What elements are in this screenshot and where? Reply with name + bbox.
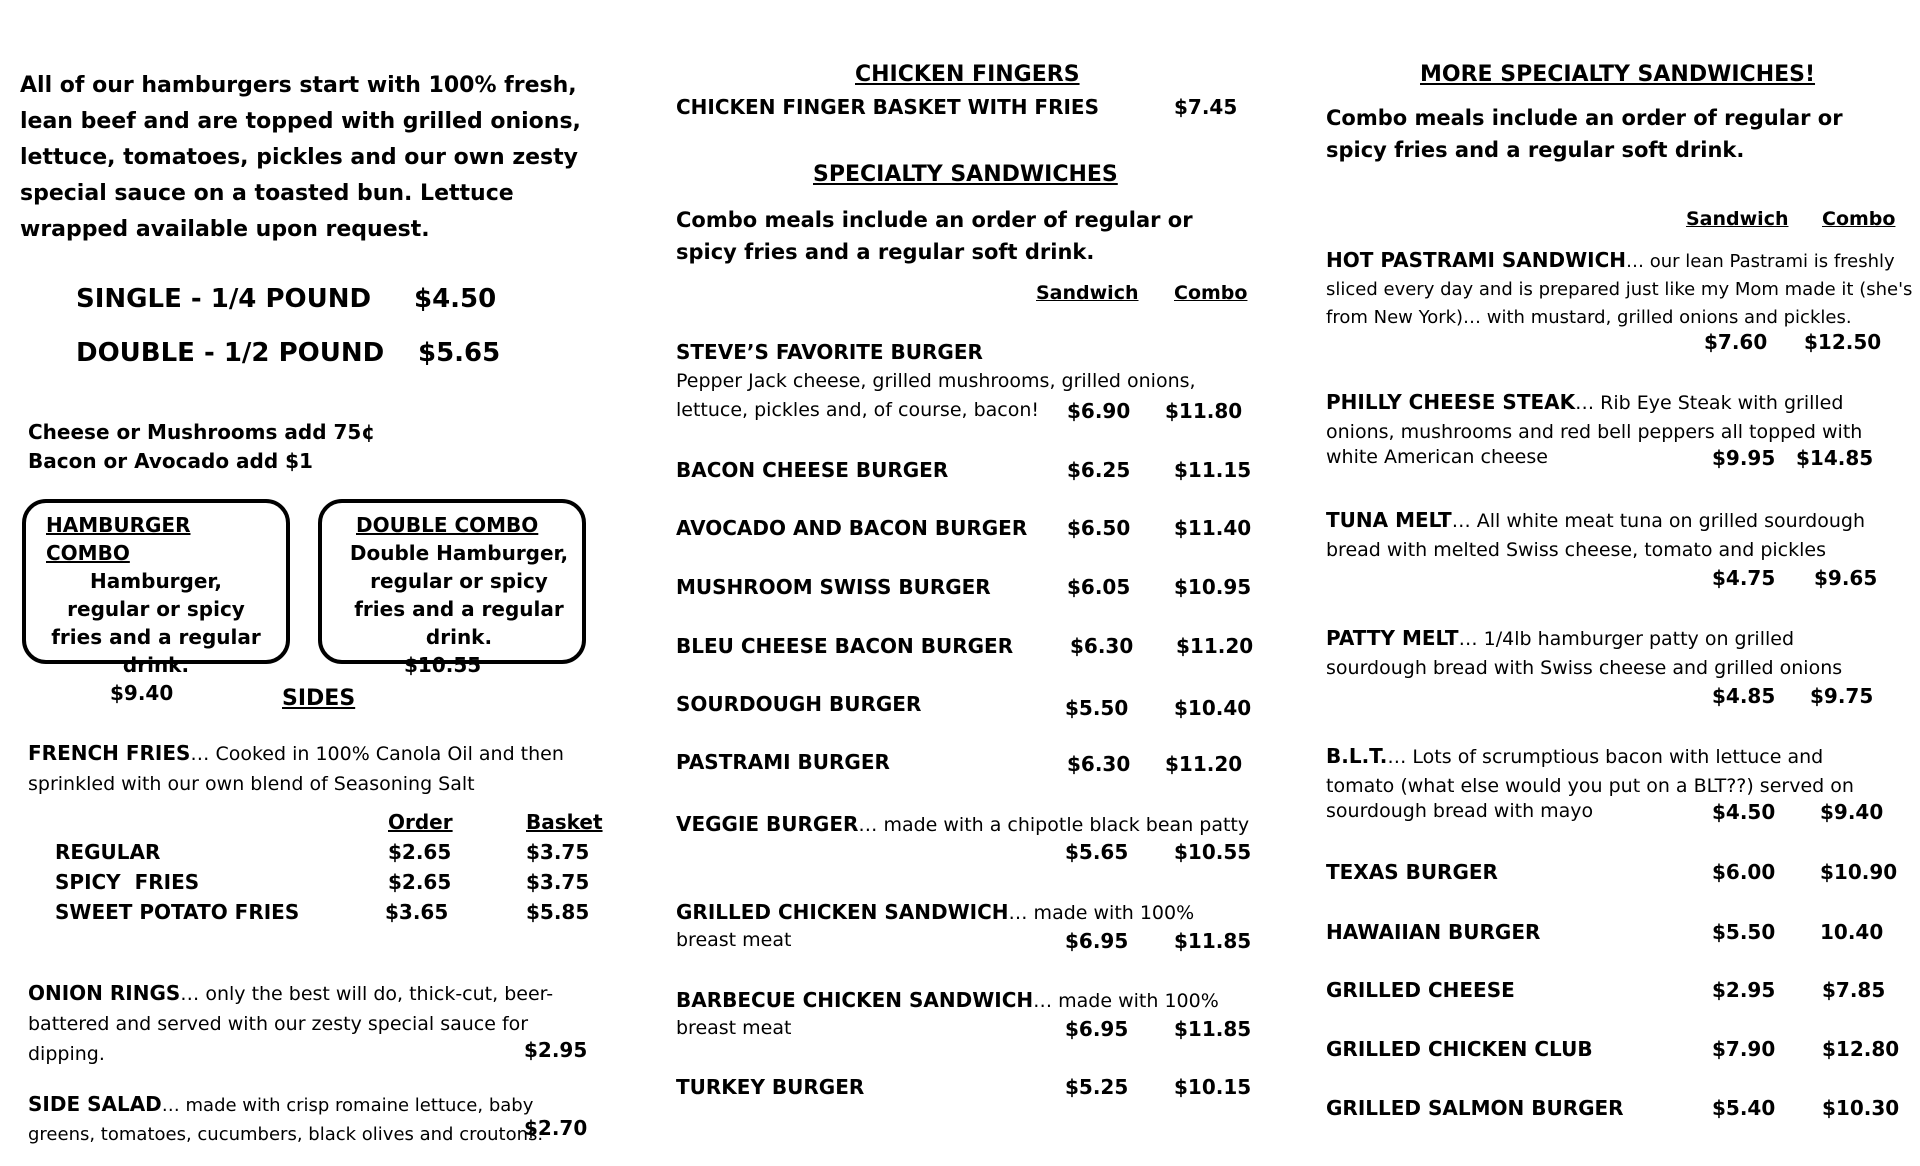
menu-item-name: TEXAS BURGER: [1326, 860, 1498, 884]
fries-row-order: $2.65: [388, 870, 452, 894]
double-combo-title: DOUBLE COMBO: [356, 513, 539, 537]
menu-item-name: GRILLED CHEESE: [1326, 978, 1515, 1002]
tuna-combo-price: $9.65: [1814, 566, 1878, 590]
chicken-finger-price: $7.45: [1174, 95, 1238, 119]
chicken-fingers-heading: CHICKEN FINGERS: [855, 62, 1080, 87]
more-specialty-heading: MORE SPECIALTY SANDWICHES!: [1420, 62, 1816, 87]
veggie-burger-title: VEGGIE BURGER: [676, 812, 859, 836]
philly-title: PHILLY CHEESE STEAK: [1326, 390, 1576, 414]
right-col-sandwich-header: Sandwich: [1686, 208, 1789, 230]
menu-item-combo-price: $7.85: [1822, 978, 1886, 1002]
blt-title: B.L.T.: [1326, 744, 1388, 768]
fries-row-basket: $3.75: [526, 840, 590, 864]
menu-item-sandwich-price: $6.25: [1067, 458, 1131, 482]
veggie-burger-line: [676, 812, 1249, 836]
double-combo-price: $10.55: [404, 653, 482, 677]
menu-item-combo-price: 10.40: [1820, 920, 1884, 944]
menu-item-combo-price: $11.20: [1165, 752, 1243, 776]
blt-desc: … Lots of scrumptious bacon with lettuce and tomato (what else would you put on a BLT??) served on: [1326, 746, 1854, 797]
left-column: [0, 0, 640, 1166]
philly-desc: … Rib Eye Steak with grilled onions, mushrooms and red bell peppers all topped with: [1326, 392, 1863, 443]
menu-item-sandwich-price: $6.05: [1067, 575, 1131, 599]
turkey-combo-price: $10.15: [1174, 1075, 1252, 1099]
onion-rings-title: ONION RINGS: [28, 981, 181, 1005]
hamburger-combo-box: [22, 499, 290, 705]
patty-melt-title: PATTY MELT: [1326, 626, 1459, 650]
menu-item-combo-price: $10.30: [1822, 1096, 1900, 1120]
menu-item-name: SOURDOUGH BURGER: [676, 692, 922, 716]
pastrami-block: [1326, 246, 1920, 332]
fries-row-basket: $5.85: [526, 900, 590, 924]
french-fries-block: [28, 738, 588, 799]
right-col-combo-header: Combo: [1822, 208, 1896, 230]
specialty-sandwiches-heading: SPECIALTY SANDWICHES: [813, 162, 1118, 187]
veggie-combo-price: $10.55: [1174, 840, 1252, 864]
pastrami-desc: … our lean Pastrami is freshly sliced every day and is prepared just like my Mom made it (she's from New York)… with mustard, grilled onions and pickles.: [1326, 251, 1913, 328]
tuna-title: TUNA MELT: [1326, 508, 1452, 532]
menu-item-combo-price: $10.40: [1174, 696, 1252, 720]
menu-item-combo-price: $11.20: [1176, 634, 1254, 658]
blt-sandwich-price: $4.50: [1712, 800, 1776, 824]
patty-melt-desc: … 1/4lb hamburger patty on grilled sourdough bread with Swiss cheese and grilled onions: [1326, 628, 1843, 679]
specialty-combo-note: Combo meals include an order of regular or spicy fries and a regular soft drink.: [676, 208, 1193, 264]
blt-desc: sourdough bread with mayo: [1326, 800, 1594, 822]
tuna-block: [1326, 506, 1896, 565]
bbq-chicken-desc: breast meat: [676, 1017, 792, 1039]
philly-combo-price: $14.85: [1796, 446, 1874, 470]
single-price: $4.50: [414, 284, 497, 314]
menu-item-combo-price: $10.95: [1174, 575, 1252, 599]
menu-item-combo-price: $10.90: [1820, 860, 1898, 884]
onion-rings-price: $2.95: [524, 1038, 588, 1062]
french-fries-title: FRENCH FRIES: [28, 741, 191, 765]
grilled-chicken-sandwich-price: $6.95: [1065, 929, 1129, 953]
pastrami-title: HOT PASTRAMI SANDWICH: [1326, 248, 1627, 272]
menu-item-sandwich-price: $6.00: [1712, 860, 1776, 884]
addon-cheese: Cheese or Mushrooms add 75¢: [28, 420, 376, 444]
burger-intro: All of our hamburgers start with 100% fresh, lean beef and are topped with grilled onions, lettuce, tomatoes, pickles and our own zesty special sauce on a toasted bun. Lettuce wrapped available upon request.: [20, 73, 581, 242]
pastrami-combo-price: $12.50: [1804, 330, 1882, 354]
turkey-burger-title: TURKEY BURGER: [676, 1075, 865, 1099]
menu-item-combo-price: $11.15: [1174, 458, 1252, 482]
hamburger-combo-title: HAMBURGER COMBO: [46, 513, 191, 565]
pastrami-sandwich-price: $7.60: [1704, 330, 1768, 354]
menu-item-sandwich-price: $7.90: [1712, 1037, 1776, 1061]
sides-heading: SIDES: [282, 686, 356, 711]
menu-item-sandwich-price: $5.50: [1065, 696, 1129, 720]
double-label: DOUBLE - 1/2 POUND: [76, 338, 385, 368]
blt-block: [1326, 742, 1886, 801]
menu-item-name: MUSHROOM SWISS BURGER: [676, 575, 991, 599]
menu-item-sandwich-price: $6.30: [1067, 752, 1131, 776]
fries-row-order: $3.65: [385, 900, 449, 924]
menu-item-name: BACON CHEESE BURGER: [676, 458, 949, 482]
steves-burger-desc: lettuce, pickles and, of course, bacon!: [676, 399, 1040, 421]
steves-burger-sandwich-price: $6.90: [1067, 399, 1131, 423]
menu-item-combo-price: $12.80: [1822, 1037, 1900, 1061]
right-column: [1310, 0, 1920, 1166]
menu-item-name: AVOCADO AND BACON BURGER: [676, 516, 1028, 540]
menu-item-sandwich-price: $5.40: [1712, 1096, 1776, 1120]
veggie-burger-desc: … made with a chipotle black bean patty: [858, 814, 1250, 836]
single-label: SINGLE - 1/4 POUND: [76, 284, 372, 314]
patty-melt-sandwich-price: $4.85: [1712, 684, 1776, 708]
menu-item-name: HAWAIIAN BURGER: [1326, 920, 1541, 944]
chicken-finger-item: CHICKEN FINGER BASKET WITH FRIES: [676, 95, 1099, 119]
grilled-chicken-line: [676, 900, 1194, 924]
fries-row-name: SPICY FRIES: [55, 870, 200, 894]
steves-burger-desc: Pepper Jack cheese, grilled mushrooms, grilled onions,: [676, 370, 1196, 392]
menu-item-name: PASTRAMI BURGER: [676, 750, 890, 774]
side-salad-block: [28, 1090, 602, 1149]
bbq-chicken-combo-price: $11.85: [1174, 1017, 1252, 1041]
right-combo-note: Combo meals include an order of regular or spicy fries and a regular soft drink.: [1326, 106, 1843, 162]
philly-block: [1326, 388, 1886, 447]
steves-burger-combo-price: $11.80: [1165, 399, 1243, 423]
fries-col-order: Order: [388, 810, 453, 834]
side-salad-title: SIDE SALAD: [28, 1092, 162, 1116]
double-combo-desc: Double Hamburger, regular or spicy fries and a regular drink.: [349, 541, 569, 649]
menu-item-sandwich-price: $6.30: [1070, 634, 1134, 658]
addon-bacon: Bacon or Avocado add $1: [28, 449, 313, 473]
double-combo-box: [318, 499, 586, 677]
side-salad-price: $2.70: [524, 1116, 588, 1140]
grilled-chicken-desc: breast meat: [676, 929, 792, 951]
french-fries-desc: … Cooked in 100% Canola Oil and then sprinkled with our own blend of Seasoning Salt: [28, 743, 564, 795]
veggie-sandwich-price: $5.65: [1065, 840, 1129, 864]
menu-item-sandwich-price: $6.50: [1067, 516, 1131, 540]
menu-item-name: BLEU CHEESE BACON BURGER: [676, 634, 1014, 658]
bbq-chicken-title: BARBECUE CHICKEN SANDWICH: [676, 988, 1034, 1012]
bbq-chicken-sandwich-price: $6.95: [1065, 1017, 1129, 1041]
menu-item-name: GRILLED SALMON BURGER: [1326, 1096, 1624, 1120]
fries-row-name: SWEET POTATO FRIES: [55, 900, 300, 924]
bbq-chicken-line: [676, 988, 1219, 1012]
menu-item-name: GRILLED CHICKEN CLUB: [1326, 1037, 1593, 1061]
patty-melt-combo-price: $9.75: [1810, 684, 1874, 708]
bbq-chicken-desc: … made with 100%: [1033, 990, 1219, 1012]
tuna-desc: … All white meat tuna on grilled sourdough bread with melted Swiss cheese, tomato and pickles: [1326, 510, 1865, 561]
fries-row-basket: $3.75: [526, 870, 590, 894]
grilled-chicken-desc: … made with 100%: [1008, 902, 1195, 924]
col-combo-header: Combo: [1174, 282, 1248, 304]
fries-row-order: $2.65: [388, 840, 452, 864]
side-salad-desc: … made with crisp romaine lettuce, baby greens, tomatoes, cucumbers, black olives and croutons.: [28, 1095, 544, 1145]
menu-item-combo-price: $11.40: [1174, 516, 1252, 540]
grilled-chicken-combo-price: $11.85: [1174, 929, 1252, 953]
middle-column: [660, 0, 1280, 1166]
tuna-sandwich-price: $4.75: [1712, 566, 1776, 590]
onion-rings-block: [28, 978, 588, 1069]
turkey-sandwich-price: $5.25: [1065, 1075, 1129, 1099]
menu-item-sandwich-price: $5.50: [1712, 920, 1776, 944]
col-sandwich-header: Sandwich: [1036, 282, 1139, 304]
hamburger-combo-desc: Hamburger, regular or spicy fries and a regular drink.: [51, 569, 261, 677]
hamburger-combo-price: $9.40: [110, 681, 174, 705]
patty-melt-block: [1326, 624, 1896, 683]
fries-col-basket: Basket: [526, 810, 603, 834]
double-price: $5.65: [418, 338, 501, 368]
philly-sandwich-price: $9.95: [1712, 446, 1776, 470]
grilled-chicken-title: GRILLED CHICKEN SANDWICH: [676, 900, 1009, 924]
steves-burger-title: STEVE’S FAVORITE BURGER: [676, 340, 983, 364]
philly-desc: white American cheese: [1326, 446, 1548, 468]
onion-rings-desc: … only the best will do, thick-cut, beer-battered and served with our zesty special sauce for dipping.: [28, 983, 554, 1065]
fries-row-name: REGULAR: [55, 840, 161, 864]
blt-combo-price: $9.40: [1820, 800, 1884, 824]
menu-item-sandwich-price: $2.95: [1712, 978, 1776, 1002]
